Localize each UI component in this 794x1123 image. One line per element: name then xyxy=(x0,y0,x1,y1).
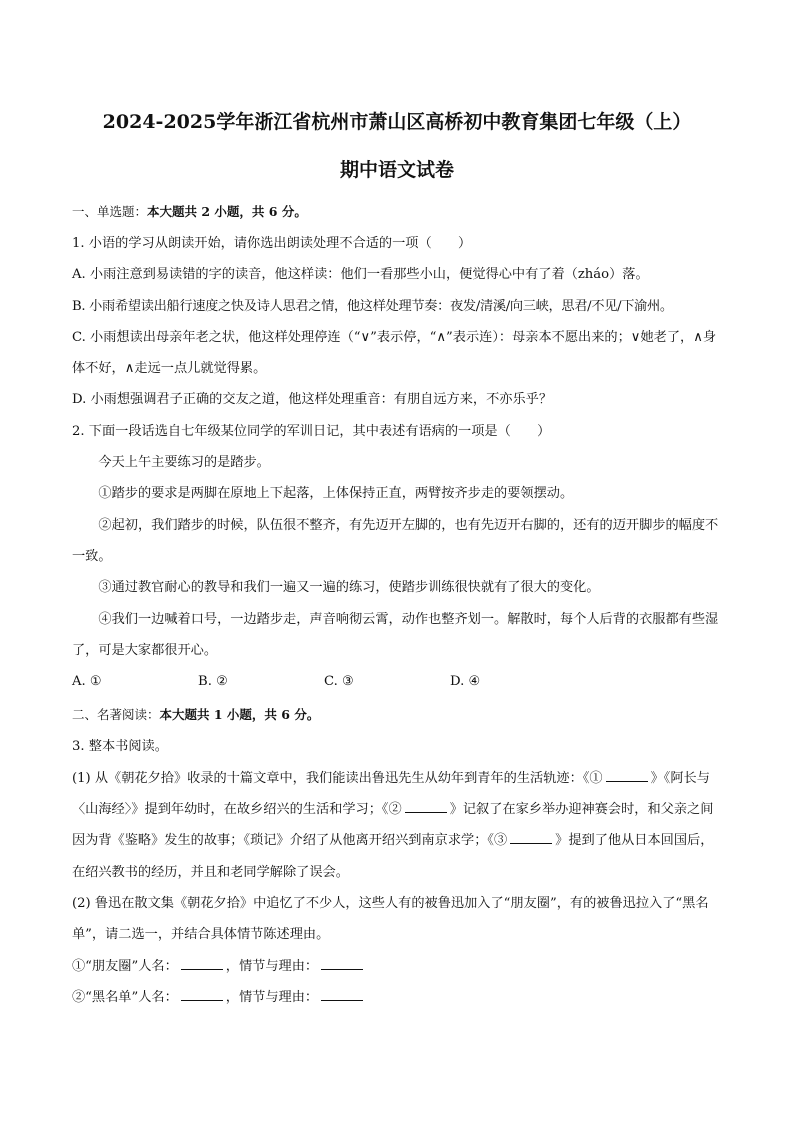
section-one-info: 本大题共 2 小题，共 6 分。 xyxy=(147,204,307,219)
q1-option-a: A. 小雨注意到易读错的字的读音，他这样读：他们一看那些小山，便觉得心中有了着（zháo）落。 xyxy=(72,267,649,283)
section-two-info: 本大题共 1 小题，共 6 分。 xyxy=(159,707,320,723)
q2-sentence-4: ④我们一边喊着口号，一边踏步走，声音响彻云霄，动作也整齐划一。解散时，每个人后背的衣服都有些湿了，可是大家都很开心。 xyxy=(72,611,719,658)
blacklist-name-blank[interactable] xyxy=(181,986,223,1001)
q1-stem: 1. 小语的学习从朗读开始，请你选出朗读处理不合适的一项（ ） xyxy=(72,236,472,251)
q3-part1-text-a: (1) 从《朝花夕拾》收录的十篇文章中，我们能读出鲁迅先生从幼年到青年的生活轨迹：《① xyxy=(72,770,603,786)
section-one-heading xyxy=(72,200,722,224)
blacklist-label: ②“黑名单”人名： xyxy=(72,989,178,1005)
q3-blank-3[interactable] xyxy=(510,829,552,844)
q2-stem: 2. 下面一段话选自七年级某位同学的军训日记，其中表述有语病的一项是（ ） xyxy=(72,423,551,439)
friend-circle-reason-blank[interactable] xyxy=(321,955,363,970)
q2-option-a: A. ① xyxy=(72,674,102,690)
q3-stem: 3. 整本书阅读。 xyxy=(72,739,168,755)
q3-blank-1[interactable] xyxy=(606,767,648,782)
q3-part1-text-b: 》《阿长与〈山海经〉》提到年幼时，在故乡绍兴的生活和学习；《② xyxy=(72,770,710,818)
q1-option-c: C. 小雨想读出母亲年老之状，他这样处理停连（“∨”表示停，“∧”表示连）：母亲本不愿出来的；∨她老了，∧身体不好，∧走远一点儿就觉得累。 xyxy=(72,329,717,377)
q2-sentence-1: ①踏步的要求是两脚在原地上下起落，上体保持正直，两臂按齐步走的要领摆动。 xyxy=(98,486,574,502)
section-two-heading xyxy=(72,703,722,727)
section-one-label: 一、单选题： xyxy=(72,204,148,219)
q3-friend-circle-line xyxy=(72,951,722,982)
q2-option-c: C. ③ xyxy=(324,674,354,690)
q1-option-b: B. 小雨希望读出船行速度之快及诗人思君之情，他这样处理节奏：夜发/清溪/向三峡，思君/不见/下渝州。 xyxy=(72,298,673,314)
q1-option-d: D. 小雨想强调君子正确的交友之道，他这样处理重音：有朋自远方来，不亦乐乎？ xyxy=(72,392,553,408)
friend-circle-name-blank[interactable] xyxy=(181,955,223,970)
q3-part2: (2) 鲁迅在散文集《朝花夕拾》中追忆了不少人，这些人有的被鲁迅加入了“朋友圈”，有的被鲁迅拉入了“黑名单”，请二选一，并结合具体情节陈述理由。 xyxy=(72,895,709,943)
q3-blank-2[interactable] xyxy=(405,798,447,813)
blacklist-reason-label: ，情节与理由： xyxy=(225,989,319,1005)
q2-options xyxy=(72,666,722,697)
friend-circle-label: ①“朋友圈”人名： xyxy=(72,958,178,974)
q2-sentence-2: ②起初，我们踏步的时候，队伍很不整齐，有先迈开左脚的，也有先迈开右脚的，还有的迈开脚步的幅度不一致。 xyxy=(72,517,719,564)
exam-title-line1: 2024-2025学年浙江省杭州市萧山区高桥初中教育集团七年级（上） xyxy=(102,111,692,133)
q3-part1-text-d: 》提到了他从日本回国后，在绍兴教书的经历，并且和老同学解除了误会。 xyxy=(72,833,714,880)
q2-paragraph-intro: 今天上午主要练习的是踏步。 xyxy=(98,455,270,471)
section-two-label: 二、名著阅读： xyxy=(72,707,160,723)
exam-page xyxy=(72,98,722,1013)
q2-option-d: D. ④ xyxy=(450,674,481,690)
q3-part1-text-c: 》记叙了在家乡举办迎神赛会时，和父亲之间因为背《鉴略》发生的故事；《琐记》介绍了从他离开绍兴到南京求学；《③ xyxy=(72,802,714,849)
exam-title-line2: 期中语文试卷 xyxy=(339,159,454,181)
friend-circle-reason-label: ，情节与理由： xyxy=(225,958,319,974)
q2-option-b: B. ② xyxy=(198,674,228,690)
q2-sentence-3: ③通过教官耐心的教导和我们一遍又一遍的练习，使踏步训练很快就有了很大的变化。 xyxy=(98,580,600,596)
q3-blacklist-line xyxy=(72,982,722,1013)
q3-part1 xyxy=(72,763,722,888)
blacklist-reason-blank[interactable] xyxy=(321,986,363,1001)
